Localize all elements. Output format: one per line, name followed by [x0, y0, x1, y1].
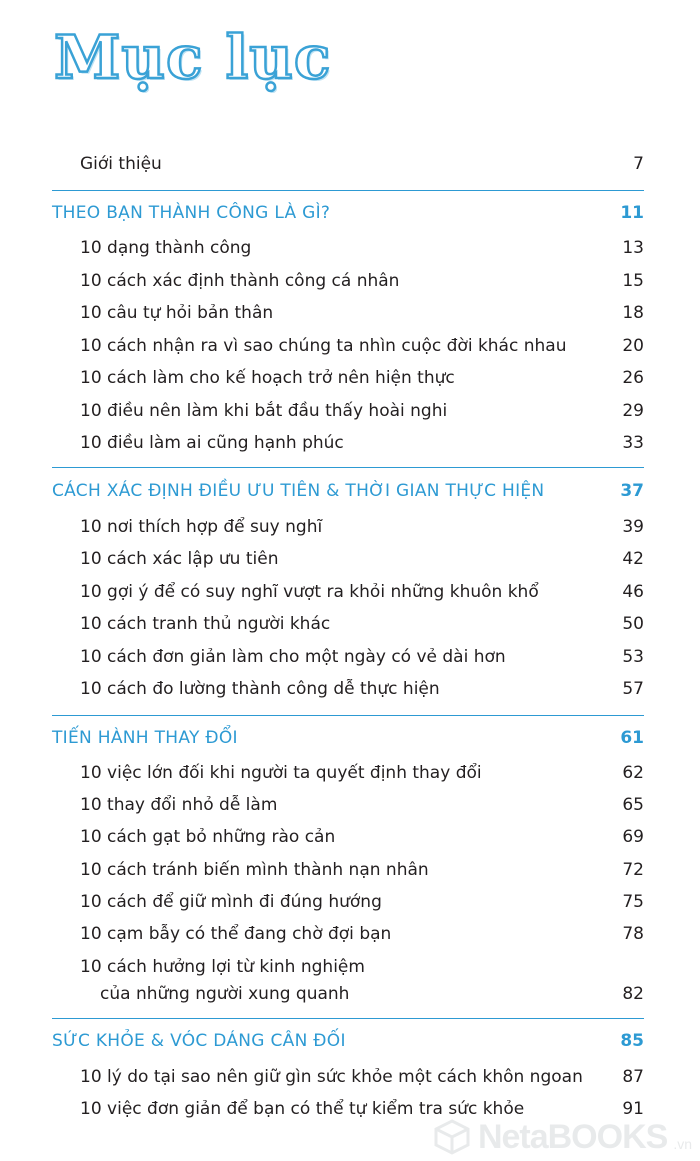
section-title: TIẾN HÀNH THAY ĐỔI	[52, 728, 238, 748]
toc-section-heading[interactable]	[0, 199, 700, 227]
watermark-suffix: .vn	[673, 1136, 692, 1152]
toc-entry[interactable]	[0, 299, 700, 327]
page-number: 26	[622, 368, 644, 388]
section-title: THEO BẠN THÀNH CÔNG LÀ GÌ?	[52, 203, 331, 223]
page-number: 85	[620, 1031, 644, 1051]
page-number: 72	[622, 860, 644, 880]
toc-entry[interactable]	[0, 332, 700, 360]
entry-title: 10 cách gạt bỏ những rào cản	[80, 827, 336, 847]
toc-entry[interactable]	[0, 578, 700, 606]
toc-entry[interactable]	[0, 267, 700, 295]
page-number: 53	[622, 647, 644, 667]
toc-entry[interactable]	[0, 856, 700, 884]
entry-title: 10 cách tránh biến mình thành nạn nhân	[80, 860, 429, 880]
page-number: 46	[622, 582, 644, 602]
entry-title: 10 nơi thích hợp để suy nghĩ	[80, 517, 323, 537]
page-number: 39	[622, 517, 644, 537]
entry-title: 10 thay đổi nhỏ dễ làm	[80, 795, 278, 815]
box-logo-icon	[432, 1117, 472, 1157]
page-number: 50	[622, 614, 644, 634]
toc-entry[interactable]	[0, 610, 700, 638]
entry-title: 10 cách đo lường thành công dễ thực hiện	[80, 679, 440, 699]
entry-title: 10 cách hưởng lợi từ kinh nghiệm	[80, 957, 365, 977]
toc-section-heading[interactable]	[0, 1027, 700, 1055]
page-number: 91	[622, 1099, 644, 1119]
toc-entry[interactable]	[0, 397, 700, 425]
entry-title: 10 cách nhận ra vì sao chúng ta nhìn cuộc đời khác nhau	[80, 336, 567, 356]
page-number: 20	[622, 336, 644, 356]
entry-title: 10 việc lớn đối khi người ta quyết định thay đổi	[80, 763, 482, 783]
section-divider	[52, 715, 644, 716]
page-number: 78	[622, 924, 644, 944]
page-title: Mục lục	[54, 23, 332, 93]
section-divider	[52, 467, 644, 468]
page-number: 75	[622, 892, 644, 912]
page-number: 42	[622, 549, 644, 569]
section-title: CÁCH XÁC ĐỊNH ĐIỀU ƯU TIÊN & THỜI GIAN THỰC HIỆN	[52, 481, 545, 501]
page-number: 29	[622, 401, 644, 421]
watermark	[432, 1117, 692, 1157]
entry-title: Giới thiệu	[80, 154, 162, 174]
page-number: 15	[622, 271, 644, 291]
toc-entry[interactable]	[0, 545, 700, 573]
entry-title: 10 việc đơn giản để bạn có thể tự kiểm tra sức khỏe	[80, 1099, 525, 1119]
entry-title: 10 cách làm cho kế hoạch trở nên hiện thực	[80, 368, 455, 388]
toc-entry[interactable]	[0, 513, 700, 541]
page-number: 37	[620, 481, 644, 501]
page-number: 7	[633, 154, 644, 174]
entry-title: 10 cách để giữ mình đi đúng hướng	[80, 892, 382, 912]
page-number: 13	[622, 238, 644, 258]
toc-entry[interactable]	[0, 920, 700, 948]
toc-entry[interactable]	[0, 980, 700, 1008]
entry-title: 10 lý do tại sao nên giữ gìn sức khỏe một cách khôn ngoan	[80, 1067, 583, 1087]
toc-entry[interactable]	[0, 234, 700, 262]
section-divider	[52, 190, 644, 191]
page-number: 57	[622, 679, 644, 699]
page-number: 69	[622, 827, 644, 847]
entry-title: 10 cạm bẫy có thể đang chờ đợi bạn	[80, 924, 392, 944]
entry-title: 10 dạng thành công	[80, 238, 252, 258]
page-number: 62	[622, 763, 644, 783]
toc-entry[interactable]	[0, 791, 700, 819]
toc-entry[interactable]	[0, 823, 700, 851]
toc-entry[interactable]	[0, 759, 700, 787]
page-number: 11	[620, 203, 644, 223]
entry-title: 10 cách xác lập ưu tiên	[80, 549, 279, 569]
section-divider	[52, 1018, 644, 1019]
entry-title: 10 điều làm ai cũng hạnh phúc	[80, 433, 344, 453]
watermark-text: NetaBOOKS	[477, 1117, 668, 1156]
entry-title: 10 câu tự hỏi bản thân	[80, 303, 274, 323]
page-number: 33	[622, 433, 644, 453]
page-number: 87	[622, 1067, 644, 1087]
toc-entry[interactable]	[0, 1063, 700, 1091]
page-number: 18	[622, 303, 644, 323]
toc-entry[interactable]	[0, 364, 700, 392]
entry-title: 10 cách tranh thủ người khác	[80, 614, 331, 634]
toc-entry[interactable]	[0, 429, 700, 457]
toc-section-heading[interactable]	[0, 724, 700, 752]
toc-entry[interactable]	[0, 953, 700, 981]
toc-section-heading[interactable]	[0, 477, 700, 505]
entry-title: 10 gợi ý để có suy nghĩ vượt ra khỏi những khuôn khổ	[80, 582, 539, 602]
page-number: 82	[622, 984, 644, 1004]
toc-entry[interactable]	[0, 888, 700, 916]
toc-entry[interactable]	[0, 150, 700, 178]
entry-title: 10 cách xác định thành công cá nhân	[80, 271, 400, 291]
section-title: SỨC KHỎE & VÓC DÁNG CÂN ĐỐI	[52, 1031, 346, 1051]
page-number: 65	[622, 795, 644, 815]
toc-entry[interactable]	[0, 643, 700, 671]
page-number: 61	[620, 728, 644, 748]
entry-title: 10 cách đơn giản làm cho một ngày có vẻ dài hơn	[80, 647, 506, 667]
entry-title: 10 điều nên làm khi bắt đầu thấy hoài nghi	[80, 401, 448, 421]
entry-title: của những người xung quanh	[100, 984, 350, 1004]
toc-entry[interactable]	[0, 675, 700, 703]
